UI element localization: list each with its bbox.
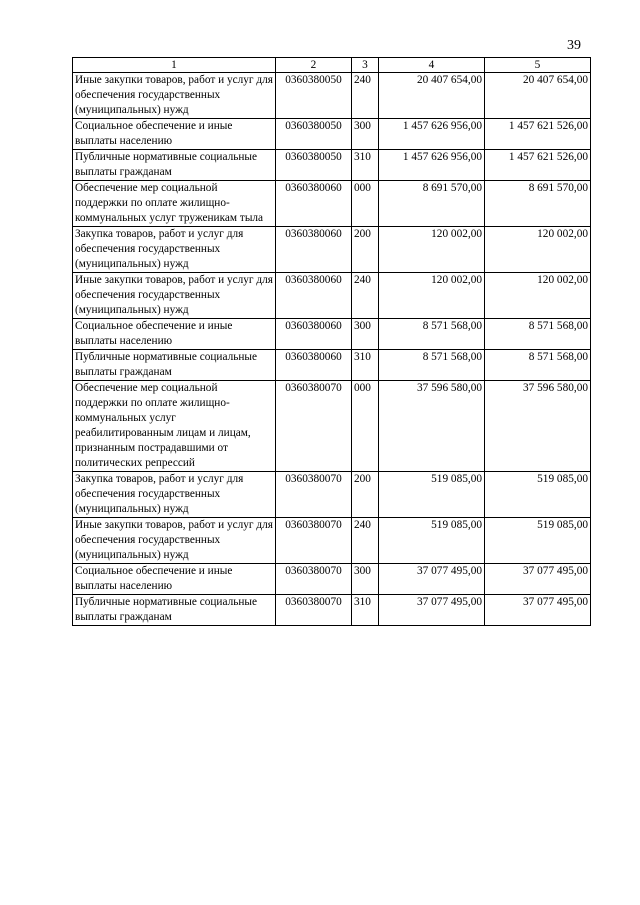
target-code: 0360380070: [276, 381, 352, 472]
table-row: [73, 227, 591, 273]
target-code: 0360380050: [276, 73, 352, 119]
amount-col4: 8 691 570,00: [379, 181, 485, 227]
item-name: Закупка товаров, работ и услуг для обеспечения государственных (муниципальных) нужд: [73, 227, 276, 273]
amount-col4: 1 457 626 956,00: [379, 119, 485, 150]
expense-kind: 300: [352, 319, 379, 350]
amount-col4: 8 571 568,00: [379, 319, 485, 350]
target-code: 0360380060: [276, 350, 352, 381]
amount-col4: 120 002,00: [379, 227, 485, 273]
column-header: 4: [379, 58, 485, 73]
amount-col5: 519 085,00: [485, 472, 591, 518]
expense-kind: 310: [352, 150, 379, 181]
expense-kind: 300: [352, 564, 379, 595]
budget-table: [72, 57, 591, 626]
expense-kind: 000: [352, 381, 379, 472]
target-code: 0360380060: [276, 319, 352, 350]
expense-kind: 310: [352, 350, 379, 381]
expense-kind: 200: [352, 227, 379, 273]
expense-kind: 300: [352, 119, 379, 150]
table-row: [73, 319, 591, 350]
item-name: Обеспечение мер социальной поддержки по оплате жилищно-коммунальных услуг реабилитированным лицам и лицам, признанным пострадавшими от политических репрессий: [73, 381, 276, 472]
item-name: Социальное обеспечение и иные выплаты населению: [73, 119, 276, 150]
table-row: [73, 181, 591, 227]
target-code: 0360380060: [276, 227, 352, 273]
table-row: [73, 564, 591, 595]
item-name: Социальное обеспечение и иные выплаты населению: [73, 319, 276, 350]
expense-kind: 310: [352, 595, 379, 626]
amount-col4: 37 596 580,00: [379, 381, 485, 472]
table-row: [73, 73, 591, 119]
expense-kind: 240: [352, 273, 379, 319]
amount-col5: 1 457 621 526,00: [485, 119, 591, 150]
amount-col5: 8 691 570,00: [485, 181, 591, 227]
table-row: [73, 150, 591, 181]
item-name: Публичные нормативные социальные выплаты гражданам: [73, 350, 276, 381]
amount-col5: 8 571 568,00: [485, 319, 591, 350]
amount-col4: 120 002,00: [379, 273, 485, 319]
item-name: Публичные нормативные социальные выплаты гражданам: [73, 595, 276, 626]
page-number: 39: [567, 38, 581, 53]
amount-col4: 1 457 626 956,00: [379, 150, 485, 181]
amount-col5: 8 571 568,00: [485, 350, 591, 381]
item-name: Иные закупки товаров, работ и услуг для обеспечения государственных (муниципальных) нужд: [73, 273, 276, 319]
amount-col5: 120 002,00: [485, 273, 591, 319]
table-row: [73, 273, 591, 319]
amount-col4: 37 077 495,00: [379, 595, 485, 626]
column-header: 1: [73, 58, 276, 73]
item-name: Иные закупки товаров, работ и услуг для обеспечения государственных (муниципальных) нужд: [73, 73, 276, 119]
amount-col5: 1 457 621 526,00: [485, 150, 591, 181]
amount-col5: 37 596 580,00: [485, 381, 591, 472]
item-name: Обеспечение мер социальной поддержки по оплате жилищно-коммунальных услуг труженикам тыла: [73, 181, 276, 227]
amount-col5: 120 002,00: [485, 227, 591, 273]
amount-col4: 20 407 654,00: [379, 73, 485, 119]
amount-col5: 519 085,00: [485, 518, 591, 564]
table-row: [73, 381, 591, 472]
target-code: 0360380060: [276, 181, 352, 227]
target-code: 0360380070: [276, 595, 352, 626]
column-header: 2: [276, 58, 352, 73]
amount-col4: 519 085,00: [379, 518, 485, 564]
item-name: Публичные нормативные социальные выплаты гражданам: [73, 150, 276, 181]
column-header: 3: [352, 58, 379, 73]
amount-col5: 37 077 495,00: [485, 564, 591, 595]
target-code: 0360380070: [276, 472, 352, 518]
item-name: Иные закупки товаров, работ и услуг для обеспечения государственных (муниципальных) нужд: [73, 518, 276, 564]
table-row: [73, 595, 591, 626]
target-code: 0360380060: [276, 273, 352, 319]
header-row: [73, 58, 591, 73]
table-row: [73, 119, 591, 150]
amount-col4: 8 571 568,00: [379, 350, 485, 381]
amount-col5: 37 077 495,00: [485, 595, 591, 626]
expense-kind: 200: [352, 472, 379, 518]
target-code: 0360380050: [276, 150, 352, 181]
column-header: 5: [485, 58, 591, 73]
amount-col4: 519 085,00: [379, 472, 485, 518]
expense-kind: 000: [352, 181, 379, 227]
table-row: [73, 472, 591, 518]
expense-kind: 240: [352, 518, 379, 564]
amount-col5: 20 407 654,00: [485, 73, 591, 119]
item-name: Закупка товаров, работ и услуг для обеспечения государственных (муниципальных) нужд: [73, 472, 276, 518]
target-code: 0360380070: [276, 518, 352, 564]
target-code: 0360380070: [276, 564, 352, 595]
expense-kind: 240: [352, 73, 379, 119]
target-code: 0360380050: [276, 119, 352, 150]
amount-col4: 37 077 495,00: [379, 564, 485, 595]
item-name: Социальное обеспечение и иные выплаты населению: [73, 564, 276, 595]
table-row: [73, 518, 591, 564]
table-row: [73, 350, 591, 381]
